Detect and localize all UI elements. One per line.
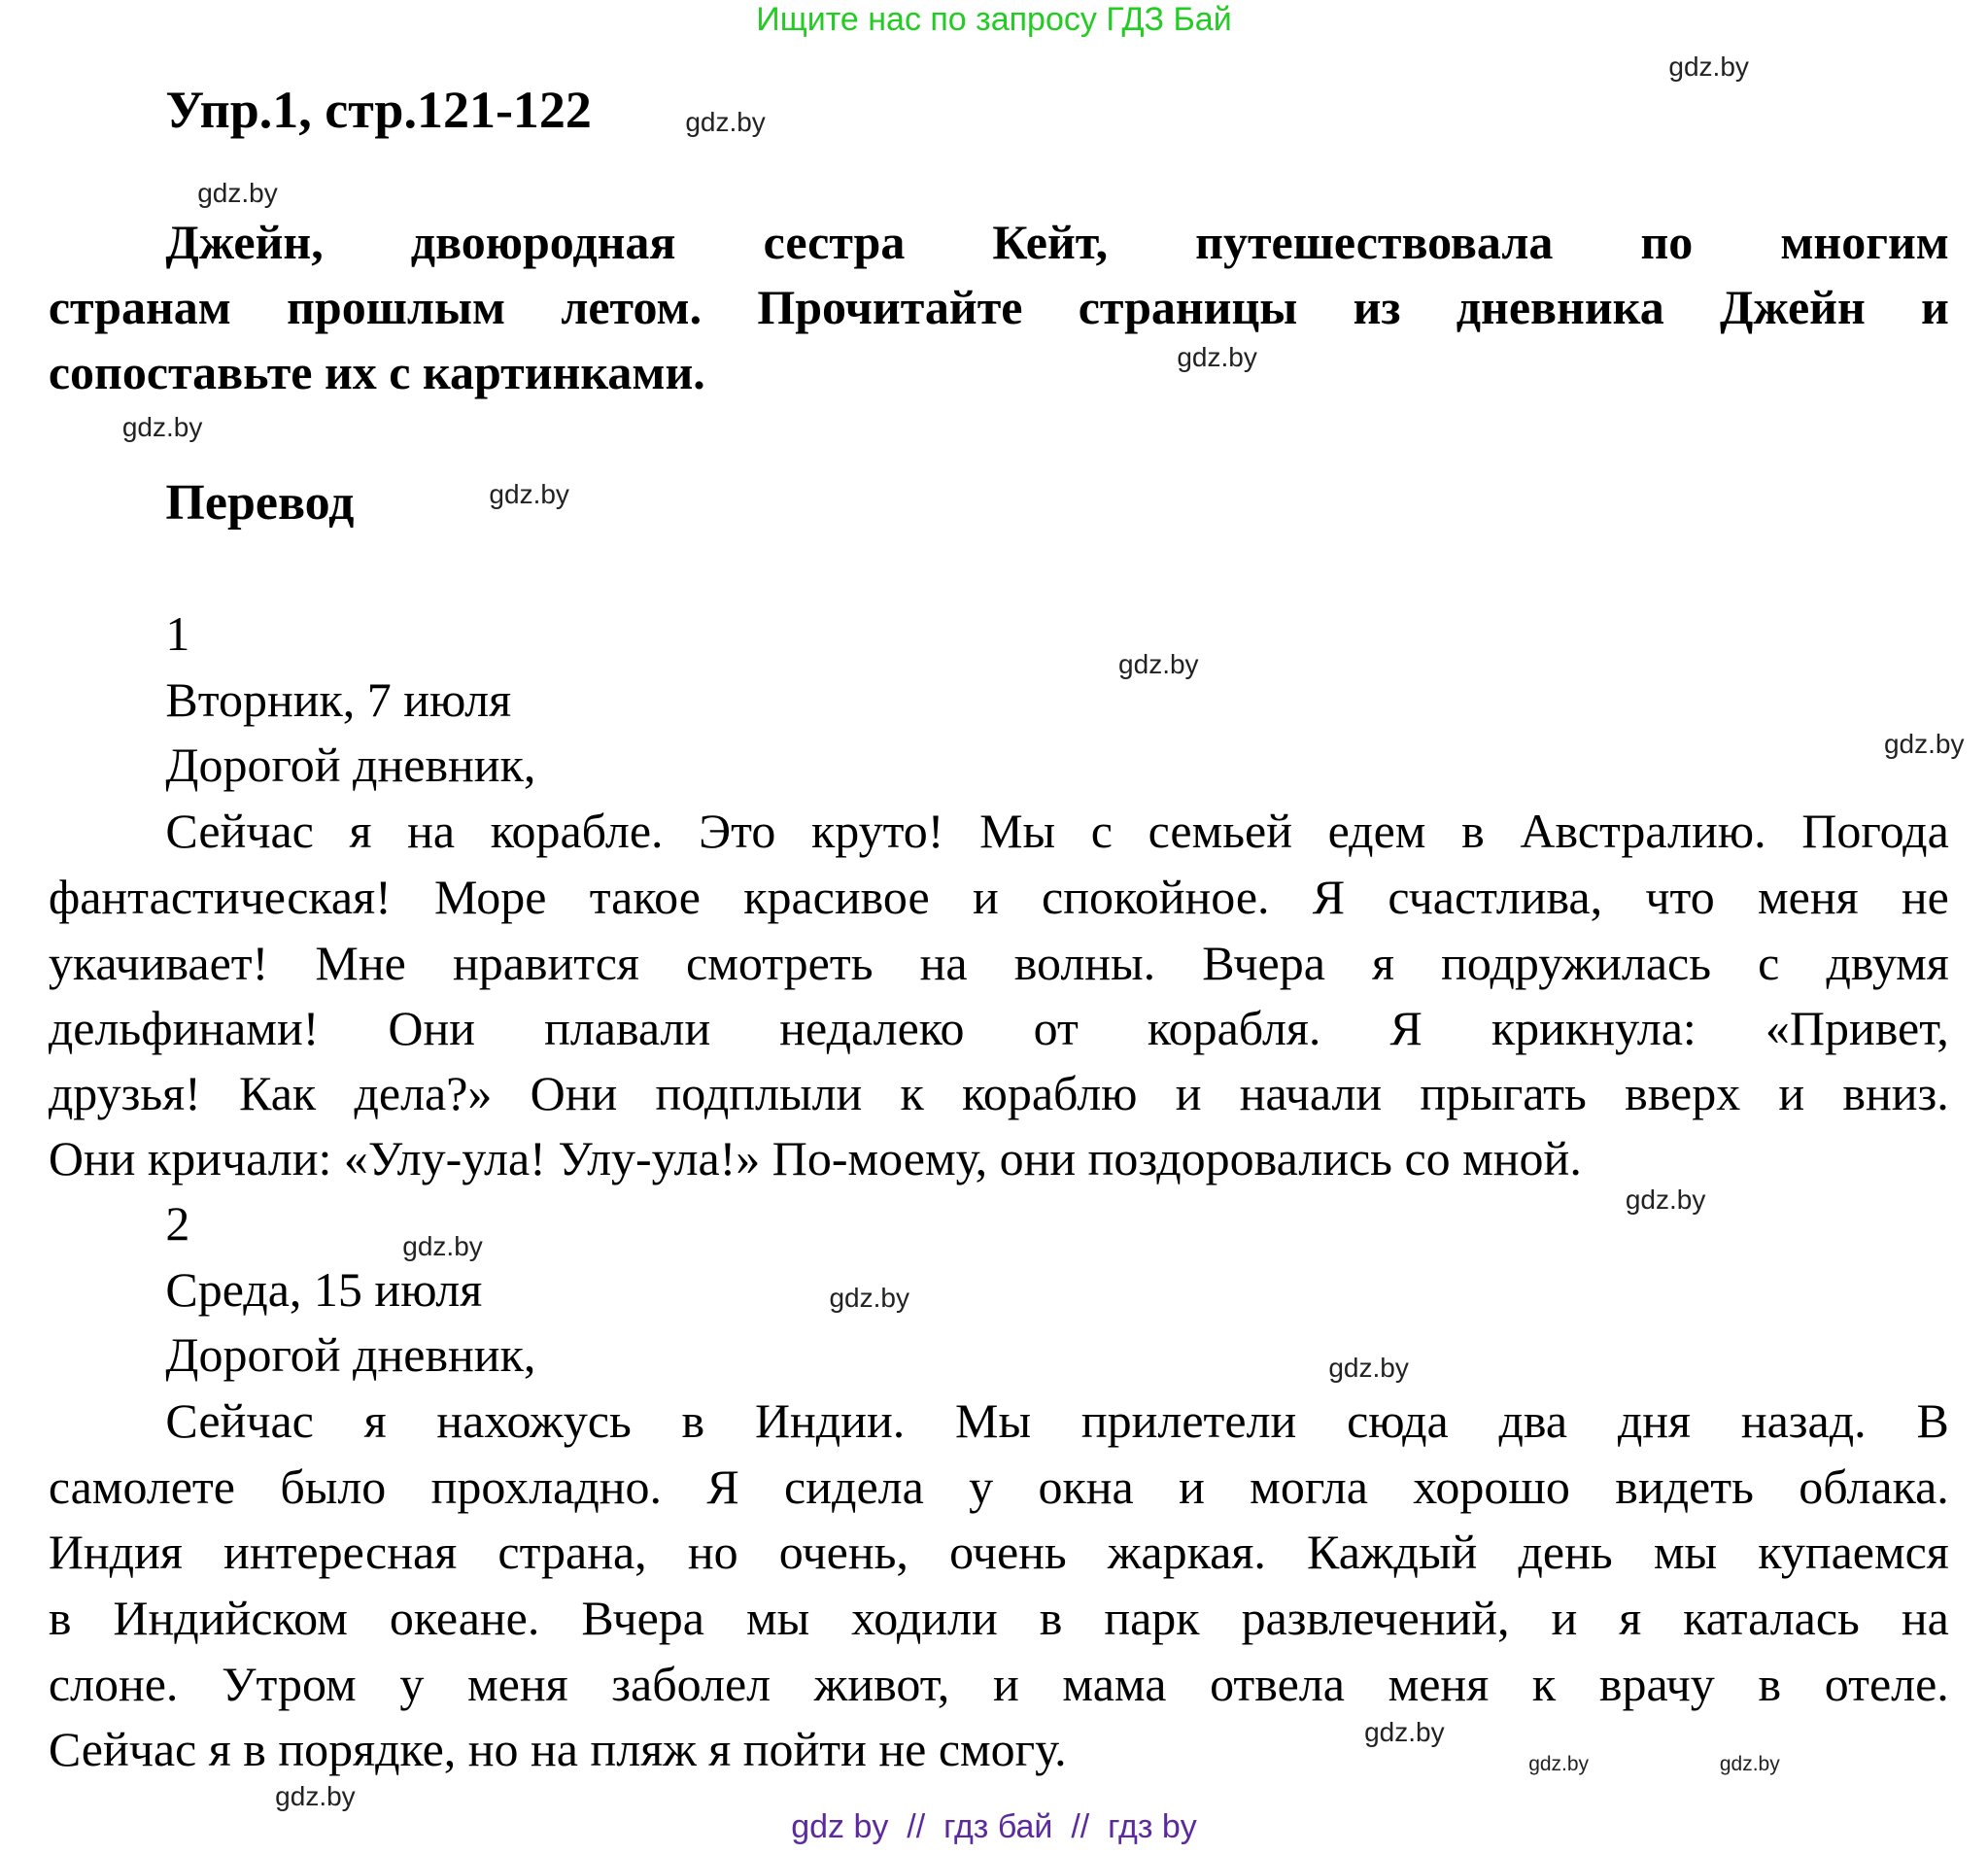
watermark: gdz.by — [402, 1231, 483, 1262]
task-line: Джейн, двоюродная сестра Кейт, путешествовала по многим — [165, 215, 1949, 270]
entry-number: 2 — [165, 1195, 190, 1251]
search-banner: Ищите нас по запросу ГДЗ Бай — [756, 1, 1232, 38]
watermark: gdz.by — [1177, 342, 1257, 373]
watermark: gdz.by — [1118, 649, 1199, 680]
exercise-title: Упр.1, стр.121-122 — [165, 80, 592, 139]
watermark: gdz.by — [1364, 1716, 1445, 1747]
entry-line: Сейчас я нахожусь в Индии. Мы прилетели сюда два дня назад. В — [165, 1392, 1949, 1448]
entry-date: Вторник, 7 июля — [165, 671, 512, 727]
task-line: сопоставьте их с картинками. — [48, 344, 705, 399]
entry-line: Индия интересная страна, но очень, очень жаркая. Каждый день мы купаемся — [48, 1524, 1949, 1579]
footer-links: gdz by // гдз бай // гдз by — [791, 1808, 1197, 1845]
entry-greeting: Дорогой дневник, — [165, 737, 536, 792]
translation-heading: Перевод — [165, 474, 355, 531]
watermark: gdz.by — [1328, 1353, 1409, 1383]
entry-line: в Индийском океане. Вчера мы ходили в парк развлечений, и я каталась на — [48, 1590, 1949, 1645]
entry-line: друзья! Как дела?» Они подплыли к кораблю и начали прыгать вверх и вниз. — [48, 1065, 1949, 1120]
watermark: gdz.by — [1528, 1752, 1590, 1775]
entry-line: Сейчас я на корабле. Это круто! Мы с семьей едем в Австралию. Погода — [165, 803, 1949, 858]
watermark: gdz.by — [489, 478, 569, 509]
watermark: gdz.by — [197, 178, 278, 209]
entry-line: фантастическая! Море такое красивое и спокойное. Я счастлива, что меня не — [48, 869, 1949, 924]
watermark: gdz.by — [1668, 52, 1749, 83]
watermark: gdz.by — [685, 106, 766, 137]
watermark: gdz.by — [1719, 1752, 1780, 1775]
task-line: странам прошлым летом. Прочитайте страницы из дневника Джейн и — [48, 279, 1949, 334]
entry-line: Сейчас я в порядке, но на пляж я пойти не смогу. — [48, 1722, 1067, 1776]
entry-number: 1 — [165, 605, 190, 661]
entry-line: Они кричали: «Улу-ула! Улу-ула!» По-моему, они поздоровались со мной. — [48, 1130, 1582, 1185]
watermark: gdz.by — [829, 1282, 909, 1313]
watermark: gdz.by — [121, 412, 203, 443]
watermark: gdz.by — [275, 1780, 356, 1811]
entry-line: слоне. Утром у меня заболел живот, и мама отвела меня к врачу в отеле. — [48, 1657, 1949, 1712]
entry-date: Среда, 15 июля — [165, 1261, 483, 1317]
entry-line: дельфинами! Они плавали недалеко от корабля. Я крикнула: «Привет, — [48, 1000, 1949, 1055]
entry-greeting: Дорогой дневник, — [165, 1326, 536, 1382]
entry-line: укачивает! Мне нравится смотреть на волны. Вчера я подружилась с двумя — [48, 936, 1949, 991]
watermark: gdz.by — [1625, 1184, 1706, 1215]
entry-line: самолете было прохладно. Я сидела у окна и могла хорошо видеть облака. — [48, 1459, 1949, 1514]
watermark: gdz.by — [1883, 728, 1965, 759]
